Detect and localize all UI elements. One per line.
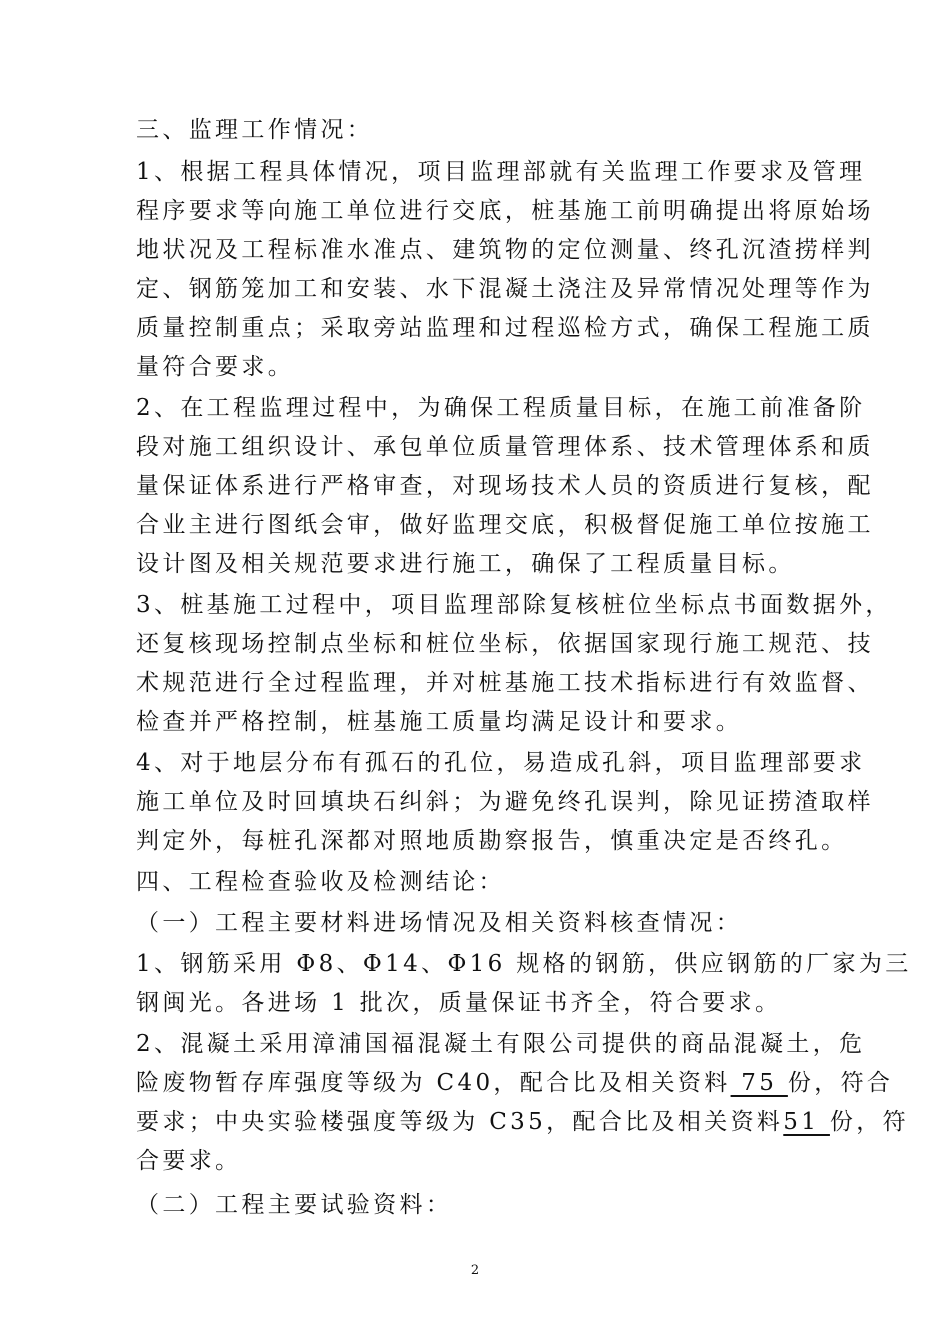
text-segment: 险废物暂存库强度等级为 C40，配合比及相关资料 [136,1070,731,1096]
paragraph-line: 2、在工程监理过程中，为确保工程质量目标，在施工前准备阶 [136,395,866,421]
page-number: 2 [470,1263,480,1278]
paragraph-line: 术规范进行全过程监理，并对桩基施工技术指标进行有效监督、 [136,670,874,696]
text-segment: 份，符 [829,1109,909,1135]
paragraph-line: 判定外，每桩孔深都对照地质勘察报告，慎重决定是否终孔。 [136,828,848,854]
paragraph-line: 检查并严格控制，桩基施工质量均满足设计和要求。 [136,709,743,735]
subsection-heading-materials: （一）工程主要材料进场情况及相关资料核查情况： [136,910,743,936]
paragraph-line: 合业主进行图纸会审，做好监理交底，积极督促施工单位按施工 [136,512,874,538]
paragraph-line-c40 [136,1068,894,1098]
paragraph-line: 程序要求等向施工单位进行交底，桩基施工前明确提出将原始场 [136,198,874,224]
paragraph-line: 合要求。 [136,1148,242,1174]
paragraph-line: 施工单位及时回填块石纠斜；为避免终孔误判，除见证捞渣取样 [136,789,874,815]
section-heading-supervision-work: 三、监理工作情况： [136,117,374,143]
paragraph-line: 质量控制重点；采取旁站监理和过程巡检方式，确保工程施工质 [136,315,874,341]
paragraph-line: 定、钢筋笼加工和安装、水下混凝土浇注及异常情况处理等作为 [136,276,874,302]
paragraph-line: 2、混凝土采用漳浦国福混凝土有限公司提供的商品混凝土，危 [136,1031,866,1057]
paragraph-line: 1、钢筋采用 Φ8、Φ14、Φ16 规格的钢筋，供应钢筋的厂家为三 [136,951,912,977]
paragraph-line: 设计图及相关规范要求进行施工，确保了工程质量目标。 [136,551,795,577]
paragraph-line: 1、根据工程具体情况，项目监理部就有关监理工作要求及管理 [136,159,866,185]
paragraph-line: 还复核现场控制点坐标和桩位坐标，依据国家现行施工规范、技 [136,631,874,657]
paragraph-line-c35 [136,1107,909,1137]
paragraph-line: 钢闽光。各进场 1 批次，质量保证书齐全，符合要求。 [136,990,782,1016]
paragraph-line: 3、桩基施工过程中，项目监理部除复核桩位坐标点书面数据外， [136,592,892,618]
paragraph-line: 量保证体系进行严格审查，对现场技术人员的资质进行复核，配 [136,473,874,499]
subsection-heading-tests: （二）工程主要试验资料： [136,1192,453,1218]
paragraph-line: 量符合要求。 [136,354,295,380]
text-segment: 份，符合 [787,1070,894,1096]
section-heading-inspection: 四、工程检查验收及检测结论： [136,869,505,895]
c40-copies-value: 75 [730,1070,788,1096]
paragraph-line: 地状况及工程标准水准点、建筑物的定位测量、终孔沉渣捞样判 [136,237,874,263]
text-segment: 要求；中央实验楼强度等级为 C35，配合比及相关资料 [136,1109,784,1135]
c35-copies-value: 51 [783,1109,830,1135]
paragraph-line: 段对施工组织设计、承包单位质量管理体系、技术管理体系和质 [136,434,874,460]
paragraph-line: 4、对于地层分布有孤石的孔位，易造成孔斜，项目监理部要求 [136,750,866,776]
